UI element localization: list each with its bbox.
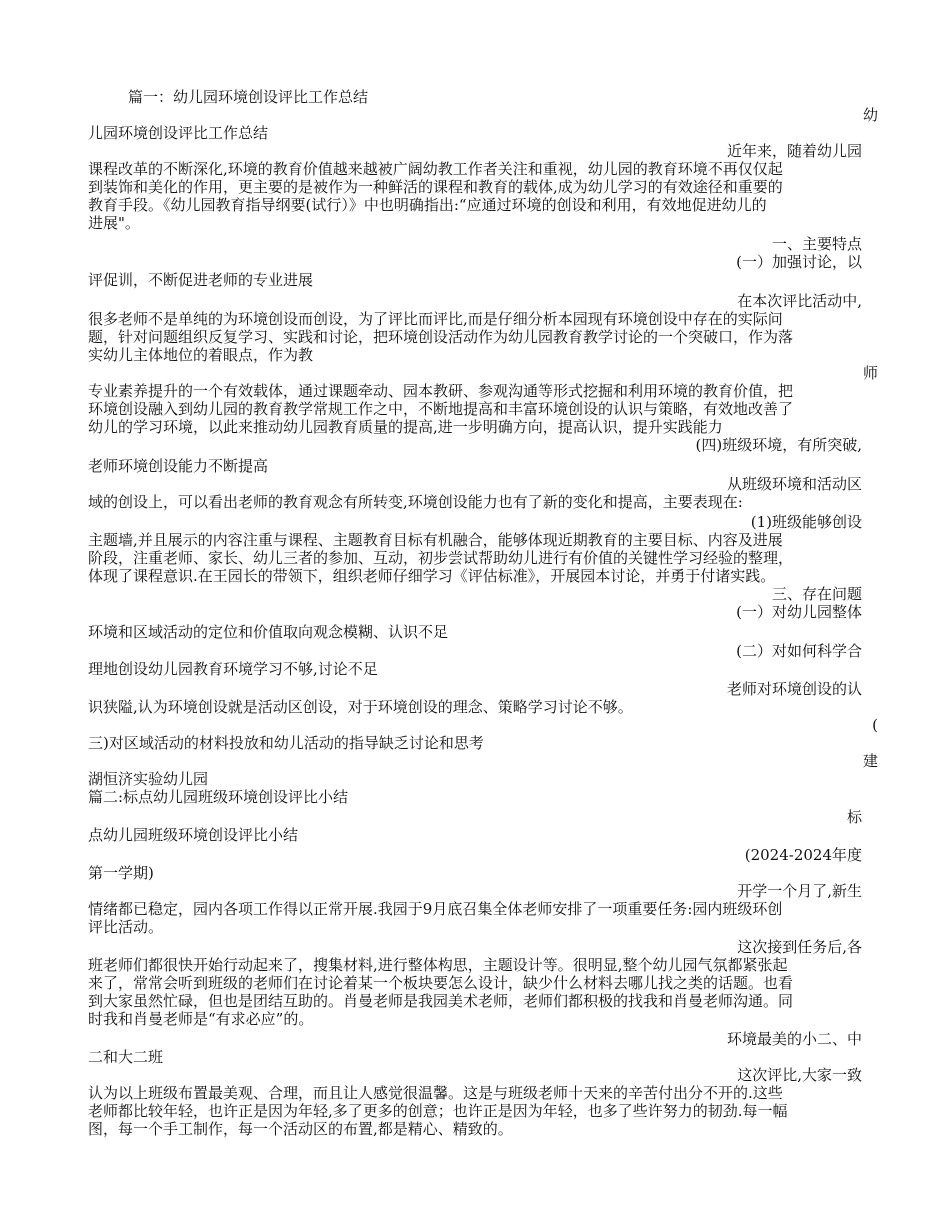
paragraph-line: 老师都比较年轻，也许正是因为年轻,多了更多的创意；也许正是因为年轻，也多了些许努力的韧劲.每一幅: [88, 1102, 788, 1120]
text-line: (一）对幼儿园整体: [736, 603, 862, 621]
paragraph-line: 情绪都已稳定，园内各项工作得以正常开展.我园于9月底召集全体老师安排了一项重要任务:园内班级环创: [88, 900, 783, 918]
text-line: 环境最美的小二、中: [726, 1030, 862, 1048]
paragraph-line: 班老师们都很快开始行动起来了，搜集材料,进行整体构思，主题设计等。很明显,整个幼儿园气氛都紧张起: [88, 956, 788, 974]
signature-line: 湖恒济实验幼儿园: [88, 770, 209, 788]
paragraph-line: 评比活动。: [88, 918, 164, 936]
text-line: 点幼儿园班级环境创设评比小结: [88, 826, 299, 844]
text-line: 二和大二班: [88, 1048, 164, 1066]
text-line: 这次评比,大家一致: [737, 1066, 862, 1084]
paragraph-line: 体现了课程意识.在王园长的带领下，组织老师仔细学习《评估标准》，开展园本讨论，并勇于付诸实践。: [88, 567, 776, 585]
text-line: (四)班级环境，有所突破,: [695, 436, 862, 454]
section-heading: 三、存在问题: [771, 585, 862, 603]
text-line: (二）对如何科学合: [736, 642, 862, 660]
section-heading: 一、主要特点: [771, 235, 862, 253]
paragraph-line: 到装饰和美化的作用，更主要的是被作为一种鲜活的课程和教育的载体,成为幼儿学习的有效途径和重要的: [88, 178, 783, 196]
text-line: 三)对区域活动的材料投放和幼儿活动的指导缺乏讨论和思考: [88, 734, 484, 752]
text-line: 儿园环境创设评比工作总结: [88, 124, 269, 142]
text-line: 第一学期): [88, 864, 154, 882]
text-fragment: 标: [846, 808, 862, 826]
text-line: 开学一个月了,新生: [737, 882, 862, 900]
paragraph-line: 阶段，注重老师、家长、幼儿三者的参加、互动，初步尝试帮助幼儿进行有价值的关键性学习经验的整理，: [88, 549, 794, 567]
paragraph-line: 专业素养提升的一个有效载体，通过课题牵动、园本教研、参观沟通等形式挖掘和利用环境的教育价值，把: [88, 382, 794, 400]
paragraph-line: 幼儿的学习环境，以此来推动幼儿园教育质量的提高,进一步明确方向，提高认识，提升实践能力: [88, 418, 723, 436]
text-line: (1)班级能够创设: [750, 513, 862, 531]
paragraph-line: 很多老师不是单纯的为环境创设而创设，为了评比而评比,而是仔细分析本园现有环境创设中存在的实际问: [88, 310, 783, 328]
paragraph-line: 课程改革的不断深化,环境的教育价值越来越被广阔幼教工作者关注和重视，幼儿园的教育环境不再仅仅起: [88, 160, 783, 178]
paragraph-line: 域的创设上，可以看出老师的教育观念有所转变,环境创设能力也有了新的变化和提高，主要表现在:: [88, 493, 743, 511]
doc-title-1: 篇一：幼儿园环境创设评比工作总结: [128, 88, 369, 106]
text-line: 这次接到任务后,各: [737, 938, 862, 956]
text-line: (一）加强讨论，以: [736, 253, 862, 271]
text-fragment: (: [872, 716, 878, 734]
text-line: 老师环境创设能力不断提高: [88, 457, 269, 475]
text-line: 评促训，不断促进老师的专业进展: [88, 271, 314, 289]
text-line: 从班级环境和活动区: [726, 475, 862, 493]
text-fragment: 幼: [862, 106, 878, 124]
text-line: 环境和区域活动的定位和价值取向观念模糊、认识不足: [88, 623, 449, 641]
paragraph-line: 实幼儿主体地位的着眼点，作为教: [88, 346, 314, 364]
paragraph-line: 来了，常常会听到班级的老师们在讨论着某一个板块要怎么设计，缺少什么材料去哪儿找之类的话题。也看: [88, 974, 794, 992]
paragraph-line: 到大家虽然忙碌，但也是团结互助的。肖曼老师是我园美术老师，老师们都积极的找我和肖曼老师沟通。同: [88, 992, 794, 1010]
paragraph-line: 环境创设融入到幼儿园的教育教学常规工作之中，不断地提高和丰富环境创设的认识与策略，有效地改善了: [88, 400, 794, 418]
paragraph-line: 教育手段。《幼儿园教育指导纲要(试行）》中也明确指出:“应通过环境的创设和利用，有效地促进幼儿的: [88, 196, 767, 214]
paragraph-line: 题，针对问题组织反复学习、实践和讨论，把环境创设活动作为幼儿园教育教学讨论的一个突破口，作为落: [88, 328, 794, 346]
text-line: 老师对环境创设的认: [726, 680, 862, 698]
paragraph-line: 认为以上班级布置最美观、合理，而且让人感觉很温馨。这是与班级老师十天来的辛苦付出分不开的.这些: [88, 1084, 783, 1102]
paragraph-line: 主题墙,并且展示的内容注重与课程、主题教育目标有机融合，能够体现近期教育的主要目标、内容及进展: [88, 531, 783, 549]
text-fragment: 师: [862, 364, 878, 382]
paragraph-line: 时我和肖曼老师是“有求必应”的。: [88, 1010, 314, 1028]
text-line: 近年来，随着幼儿园: [726, 142, 862, 160]
paragraph-line: 图，每一个手工制作，每一个活动区的布置,都是精心、精致的。: [88, 1120, 513, 1138]
text-line: 在本次评比活动中,: [737, 292, 862, 310]
paragraph-line: 识狭隘,认为环境创设就是活动区创设，对于环境创设的理念、策略学习讨论不够。: [88, 698, 633, 716]
text-line: (2024-2024年度: [744, 846, 862, 864]
paragraph-line: 进展"。: [88, 214, 140, 232]
text-line: 理地创设幼儿园教育环境学习不够,讨论不足: [88, 660, 378, 678]
text-fragment: 建: [862, 752, 878, 770]
doc-title-2: 篇二:标点幼儿园班级环境创设评比小结: [88, 788, 349, 806]
